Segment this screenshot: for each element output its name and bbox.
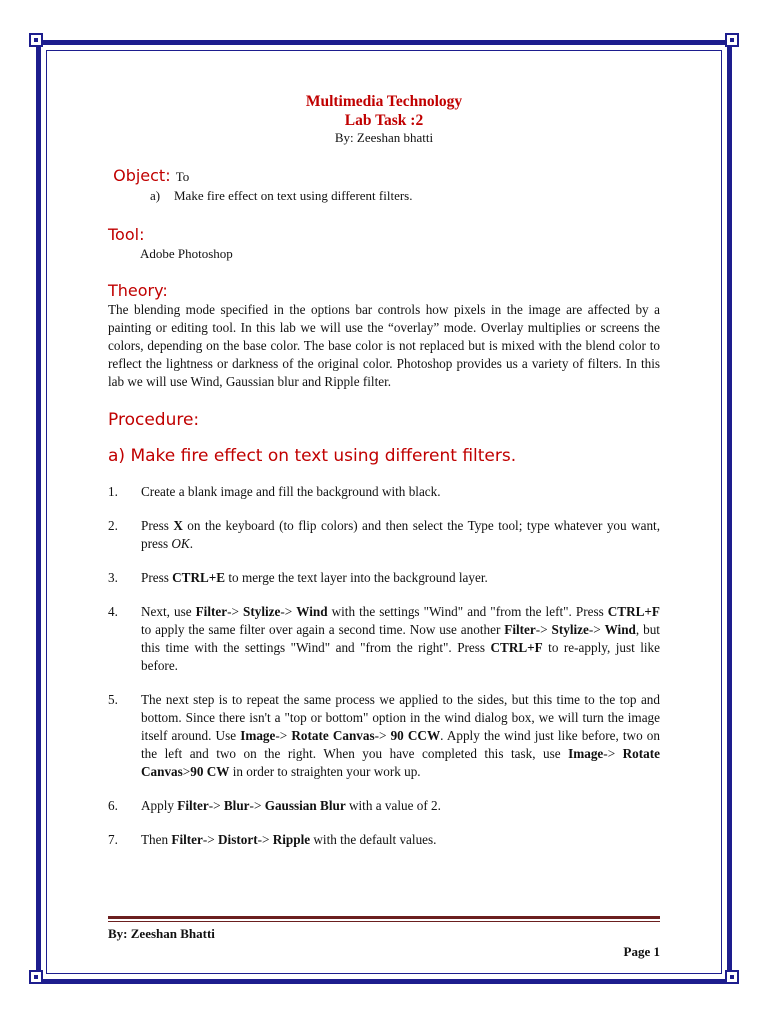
object-item-text: Make fire effect on text using different filters. bbox=[174, 188, 413, 203]
procedure-subheading: a) Make fire effect on text using different filters. bbox=[108, 446, 517, 466]
object-item-marker: a) bbox=[150, 188, 161, 203]
step-emphasis: 90 CCW bbox=[390, 728, 441, 743]
step-text: -> bbox=[588, 622, 605, 637]
step-emphasis: Stylize bbox=[243, 604, 281, 619]
step-emphasis: X bbox=[173, 518, 183, 533]
step-text: . bbox=[189, 536, 194, 551]
step-text: The next step is to repeat the same process we applied to the sides, but this time to the top and bottom. Since there isn't a "top or bottom" option in the wind dialog box, we will turn the image itself around. Use bbox=[141, 692, 660, 743]
step-number: 3. bbox=[108, 570, 118, 585]
document-body bbox=[108, 92, 660, 865]
doc-subtitle: Lab Task :2 bbox=[344, 112, 424, 129]
step-emphasis: 90 CW bbox=[190, 764, 230, 779]
step-text: Create a blank image and fill the background with black. bbox=[141, 484, 441, 499]
procedure-step bbox=[108, 483, 660, 501]
step-text: -> bbox=[275, 728, 292, 743]
step-text: with a value of 2. bbox=[345, 798, 441, 813]
border-corner-ornament bbox=[725, 970, 739, 984]
tool-heading: Tool: bbox=[108, 225, 145, 244]
step-emphasis: Image bbox=[240, 728, 276, 743]
procedure-step bbox=[108, 517, 660, 553]
step-emphasis: Filter bbox=[195, 604, 228, 619]
step-emphasis: Filter bbox=[177, 798, 209, 813]
step-number: 7. bbox=[108, 832, 118, 847]
step-number: 5. bbox=[108, 692, 118, 707]
procedure-step bbox=[108, 797, 660, 815]
step-number: 2. bbox=[108, 518, 118, 533]
step-text: , but this time with the settings "Wind" and "from the right". Press bbox=[141, 622, 660, 655]
step-text: -> bbox=[227, 604, 243, 619]
step-text: Apply bbox=[141, 798, 178, 813]
procedure-step bbox=[108, 831, 660, 849]
object-item bbox=[108, 187, 660, 205]
border-corner-ornament bbox=[725, 33, 739, 47]
object-heading: Object: bbox=[113, 166, 171, 185]
step-emphasis: Distort bbox=[218, 832, 258, 847]
theory-paragraph: The blending mode specified in the options bar controls how pixels in the image are affected by a painting or editing tool. In this lab we will use the “overlay” mode. Overlay multiplies or screens the colors, depending on the base color. The base color is not replaced but is mixed with the blend color to reflect the lightness or darkness of the original color. Photoshop provides us a variety of filters. In this lab we will use Wind, Gaussian blur and Ripple filter. bbox=[108, 302, 660, 389]
step-text: -> bbox=[208, 798, 224, 813]
step-emphasis: Wind bbox=[604, 622, 636, 637]
procedure-step bbox=[108, 603, 660, 675]
step-emphasis: Gaussian Blur bbox=[264, 798, 346, 813]
step-text: -> bbox=[280, 604, 297, 619]
step-emphasis: Rotate Canvas bbox=[141, 746, 660, 779]
step-italic: OK bbox=[171, 536, 190, 551]
footer-author: By: Zeeshan Bhatti bbox=[108, 926, 215, 941]
step-emphasis: Blur bbox=[223, 798, 250, 813]
object-heading-tail: To bbox=[175, 169, 190, 184]
step-number: 6. bbox=[108, 798, 118, 813]
step-emphasis: CTRL+F bbox=[607, 604, 660, 619]
step-text: . Apply the wind just like before, two on the left and two on the right. When you have completed this task, use bbox=[141, 728, 660, 761]
step-text: -> bbox=[257, 832, 273, 847]
step-text: Then bbox=[141, 832, 172, 847]
step-text: to re-apply, just like before. bbox=[141, 640, 661, 673]
step-text: to apply the same filter over again a second time. Now use another bbox=[141, 622, 505, 637]
step-emphasis: Stylize bbox=[551, 622, 589, 637]
step-text: -> bbox=[603, 746, 623, 761]
doc-title: Multimedia Technology bbox=[305, 93, 463, 110]
procedure-heading: Procedure: bbox=[108, 410, 200, 430]
border-corner-ornament bbox=[29, 33, 43, 47]
step-emphasis: Ripple bbox=[272, 832, 311, 847]
step-emphasis: Image bbox=[568, 746, 604, 761]
step-text: with the default values. bbox=[310, 832, 437, 847]
step-text: Press bbox=[141, 518, 174, 533]
border-corner-ornament bbox=[29, 970, 43, 984]
step-number: 4. bbox=[108, 604, 118, 619]
step-emphasis: CTRL+F bbox=[490, 640, 543, 655]
footer-rule bbox=[108, 916, 660, 919]
step-emphasis: Filter bbox=[504, 622, 536, 637]
step-emphasis: CTRL+E bbox=[172, 570, 226, 585]
step-text: -> bbox=[249, 798, 265, 813]
step-emphasis: Filter bbox=[171, 832, 203, 847]
step-emphasis: Rotate Canvas bbox=[291, 728, 375, 743]
step-number: 1. bbox=[108, 484, 118, 499]
step-text: on the keyboard (to flip colors) and then select the Type tool; type whatever you want, press bbox=[141, 518, 660, 551]
procedure-step bbox=[108, 691, 660, 781]
procedure-step bbox=[108, 569, 660, 587]
step-text: to merge the text layer into the background layer. bbox=[225, 570, 488, 585]
procedure-steps bbox=[108, 483, 660, 849]
tool-item: Adobe Photoshop bbox=[140, 246, 233, 261]
step-text: with the settings "Wind" and "from the left". Press bbox=[327, 604, 608, 619]
step-text: Next, use bbox=[141, 604, 196, 619]
doc-byline: By: Zeeshan bhatti bbox=[334, 130, 434, 145]
step-text: > bbox=[182, 764, 191, 779]
step-text: -> bbox=[535, 622, 552, 637]
step-text: -> bbox=[374, 728, 391, 743]
footer-page-number: Page 1 bbox=[623, 944, 660, 959]
object-heading-line bbox=[108, 166, 660, 187]
step-text: Press bbox=[141, 570, 173, 585]
theory-heading: Theory: bbox=[108, 281, 168, 300]
step-text: -> bbox=[202, 832, 219, 847]
step-emphasis: Wind bbox=[296, 604, 328, 619]
step-text: in order to straighten your work up. bbox=[229, 764, 421, 779]
footer-rule-thin bbox=[108, 921, 660, 922]
